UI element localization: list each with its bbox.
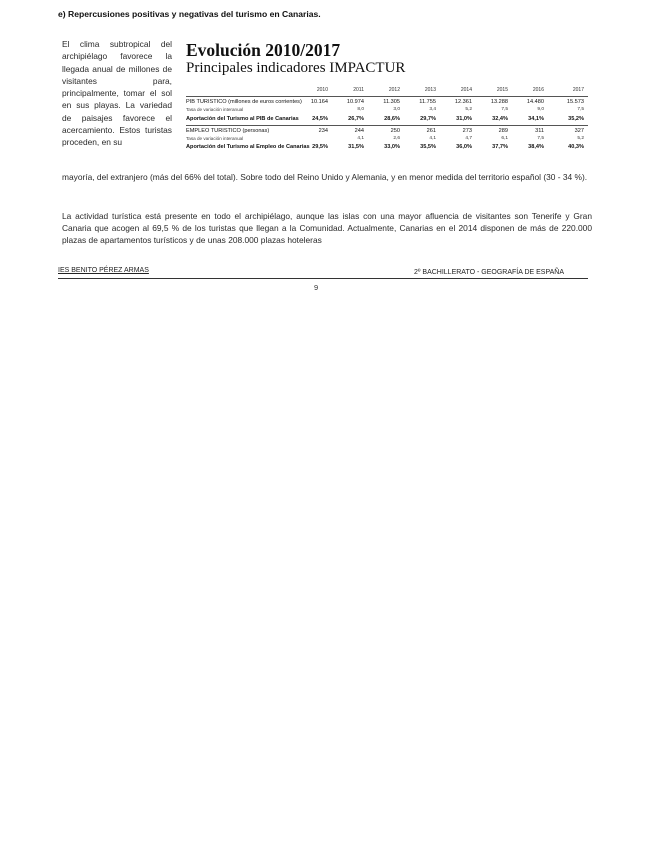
table-cell: 28,6%	[384, 115, 400, 122]
table-cell: 26,7%	[348, 115, 364, 122]
table-cell: 8,0	[357, 107, 364, 113]
table-cell: 29,7%	[420, 115, 436, 122]
table-cell: 4,1	[357, 135, 364, 141]
year-header: 2013	[424, 87, 436, 93]
table-row	[186, 128, 588, 136]
row-label: Aportación del Turismo al Empleo de Canarias	[186, 144, 310, 151]
table-row	[186, 99, 588, 107]
table-cell: 36,0%	[456, 144, 472, 151]
row-label: Tasa de variación interanual	[186, 107, 244, 113]
figure-subtitle: Principales indicadores IMPACTUR	[186, 60, 406, 76]
footer-divider	[58, 278, 588, 279]
table-cell: 250	[390, 127, 400, 134]
table-cell: 6,1	[501, 135, 508, 141]
table-cell: 273	[462, 127, 472, 134]
table-cell: 11.755	[419, 99, 436, 106]
table-cell: 12.361	[454, 99, 472, 106]
table-cell: 9,0	[537, 107, 544, 113]
table-cell: 31,0%	[456, 115, 472, 122]
table-cell: 31,5%	[348, 144, 364, 151]
table-cell: 34,1%	[528, 115, 544, 122]
row-label: Tasa de variación interanual	[186, 135, 244, 141]
table-cell: 7,5	[501, 107, 508, 113]
table-row	[186, 107, 588, 115]
table-cell: 35,2%	[568, 115, 584, 122]
table-cell: 4,7	[465, 135, 472, 141]
table-cell: 311	[535, 127, 544, 134]
table-cell: 234	[318, 127, 328, 134]
row-label: EMPLEO TURÍSTICO (personas)	[186, 127, 270, 134]
table-cell: 5,2	[465, 107, 472, 113]
table-cell: 13.288	[490, 99, 508, 106]
table-cell: 32,4%	[492, 115, 508, 122]
year-header: 2011	[353, 87, 364, 93]
table-cell: 38,4%	[528, 144, 544, 151]
table-cell: 244	[354, 127, 364, 134]
year-header: 2014	[460, 87, 472, 93]
year-header: 2015	[496, 87, 508, 93]
table-cell: 7,5	[537, 135, 544, 141]
indicators-table	[186, 87, 588, 152]
table-cell: 7,5	[577, 107, 584, 113]
table-cell: 3,0	[393, 107, 400, 113]
table-row	[186, 116, 588, 124]
page-number: 9	[314, 283, 319, 292]
figure-title: Evolución 2010/2017	[186, 40, 341, 60]
year-header: 2016	[532, 87, 544, 93]
table-cell: 327	[574, 127, 584, 134]
section-heading: e) Repercusiones positivas y negativas del turismo en Canarias.	[58, 9, 321, 19]
year-header: 2010	[316, 87, 328, 93]
table-cell: 4,1	[429, 135, 436, 141]
header-divider	[186, 96, 588, 97]
footer-course: 2º BACHILLERATO - GEOGRAFÍA DE ESPAÑA	[414, 269, 564, 276]
side-paragraph-continuation: mayoría, del extranjero (más del 66% del total). Sobre todo del Reino Unido y Alemania, y en menor medida del territorio español (30 - 34 %).	[62, 172, 588, 182]
table-cell: 261	[426, 127, 436, 134]
table-cell: 40,3%	[568, 144, 584, 151]
table-cell: 37,7%	[492, 144, 508, 151]
footer-school: IES BENITO PÉREZ ARMAS	[58, 267, 149, 274]
table-cell: 15.573	[566, 99, 584, 106]
table-cell: 10.164	[310, 99, 328, 106]
table-cell: 11.305	[383, 99, 400, 106]
table-cell: 35,5%	[420, 144, 436, 151]
row-label: PIB TURÍSTICO (millones de euros corrientes)	[186, 99, 302, 106]
table-cell: 2,6	[393, 135, 400, 141]
table-cell: 29,5%	[312, 144, 328, 151]
table-cell: 14.480	[526, 99, 544, 106]
year-header: 2012	[388, 87, 400, 93]
table-row	[186, 136, 588, 144]
table-cell: 289	[498, 127, 508, 134]
table-cell: 10.974	[346, 99, 364, 106]
row-label: Aportación del Turismo al PIB de Canarias	[186, 115, 299, 122]
table-cell: 5,2	[577, 135, 584, 141]
table-cell: 33,0%	[384, 144, 400, 151]
table-header-row	[186, 87, 588, 95]
table-cell: 24,5%	[312, 115, 328, 122]
body-paragraph: La actividad turística está presente en todo el archipiélago, aunque las islas con una mayor afluencia de visitantes son Tenerife y Gran Canaria que acogen al 69,5 % de los turistas que llegan a la Comunidad. Actualmente, Canarias en el 2014 disponen de más de 220.000 plazas de apartamentos turísticos y de unas 208.000 plazas hoteleras	[62, 211, 592, 246]
side-paragraph: El clima subtropical del archipiélago favorece la llegada anual de millones de visitantes para, principalmente, tomar el sol en sus playas. La variedad de paisajes favorece el acercamiento. Estos turistas proceden, en su	[62, 39, 172, 148]
table-cell: 3,4	[429, 107, 436, 113]
table-row	[186, 144, 588, 152]
year-header: 2017	[572, 87, 584, 93]
block-divider	[186, 125, 588, 126]
